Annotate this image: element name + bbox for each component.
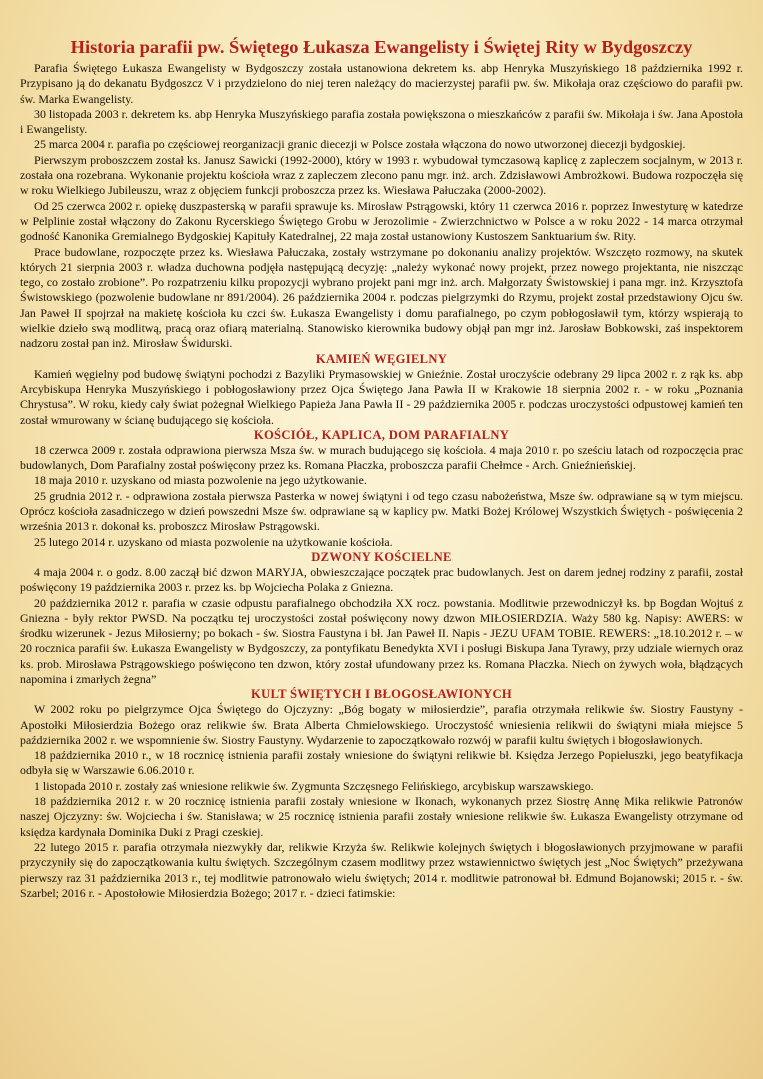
paragraph: 25 marca 2004 r. parafia po częściowej reorganizacji granic diecezji w Polsce została włączona do nowo utworzonej diecezji bydgoskiej. xyxy=(34,137,686,152)
paragraph: Prace budowlane, rozpoczęte przez ks. Wiesława Pałuczaka, zostały wstrzymane po dokonaniu analizy projektów. Wszczęto rozmowy, na skutek których 21 sierpnia 2003 r. władza duchowna podjęła następującą decyzję: „należy wykonać nowy projekt, przez nowego projektanta, nie niszcząc tego, co zostało zrobione”. Po rozpatrzeniu kilku propozycji wybrano projekt pani mgr inż. arch. Małgorzaty Świstowskiej i pana mgr. inż. Krzysztofa Świstowskiego (pozwolenie budowlane nr 891/2004). 26 października 2004 r. podczas pielgrzymki do Rzymu, projekt został przedstawiony Ojcu św. Jan Paweł II spojrzał na makietę kościoła ku czci św. Łukasza Ewangelisty i domu parafialnego, po czym pobłogosławił tym, którzy wspierają to wielkie dzieło swą modlitwą, pracą oraz ofiarą materialną. Stanowisko kierownika budowy objął pan mgr inż. Jarosław Bobkowski, zaś inspektorem nadzoru został pan inż. Mirosław Świdurski. xyxy=(20,244,743,351)
section-heading: KULT ŚWIĘTYCH I BŁOGOSŁAWIONYCH xyxy=(251,687,512,702)
intro-section xyxy=(20,61,743,352)
paragraph: Kamień węgielny pod budowę świątyni pochodzi z Bazyliki Prymasowskiej w Gnieźnie. Został uroczyście odebrany 29 lipca 2002 r. z rąk ks. abp Arcybiskupa Henryka Muszyńskiego i pobłogosławiony przez Ojca Świętego Jana Pawła II w Krakowie 18 sierpnia 2002 r. - w roku „Poznania Chrystusa”. W roku, kiedy cały świat pożegnał Wielkiego Papieża Jana Pawła II - 29 października 2005 r. podczas uroczystości odpustowej kamień ten został wmurowany w ścianę budującego się kościoła. xyxy=(20,366,743,427)
paragraph: 25 lutego 2014 r. uzyskano od miasta pozwolenie na użytkowanie kościoła. xyxy=(34,534,393,549)
section-kosciol-kaplica-dom xyxy=(20,428,743,550)
paragraph: 18 października 2010 r., w 18 rocznicę istnienia parafii zostały wniesione do świątyni relikwie bł. Księdza Jerzego Popiełuszki, jego beatyfikacja odbyła się w Warszawie 6.06.2010 r. xyxy=(20,748,743,778)
section-kult-swietych xyxy=(20,687,743,901)
paragraph: Pierwszym proboszczem został ks. Janusz Sawicki (1992-2000), który w 1993 r. wybudował tymczasową kaplicę z zapleczem socjalnym, w 2013 r. została ona rozebrana. Wykonanie projektu kościoła wraz z zapleczem zlecono panu mgr. inż. arch. Zdzisławowi Ambrożkowi. Budowa rozpoczęła się w roku Wielkiego Jubileuszu, wraz z objęciem funkcji proboszcza przez ks. Wiesława Pałuczaka (2000-2002). xyxy=(20,152,743,198)
paragraph: 18 października 2012 r. w 20 rocznicę istnienia parafii zostały wniesione w Ikonach, wykonanych przez Siostrę Annę Mika relikwie Patronów naszej Ojczyzny: św. Wojciecha i św. Stanisława; w 25 rocznicę istnienia parafii zostały wniesione relikwie św. Łukasza Ewangelisty otrzymane od księdza kardynała Dominika Duki z Pragi czeskiej. xyxy=(20,794,743,839)
section-kamien-wegielny xyxy=(20,352,743,428)
paragraph: 20 października 2012 r. parafia w czasie odpustu parafialnego obchodziła XX rocz. powstania. Modlitwie przewodniczył ks. bp Bogdan Wojtuś z Gniezna - były rektor PWSD. Na początku tej uroczystości został poświęcony nowy dzwon MIŁOSIERDZIA. Waży 580 kg. Napisy: AWERS: w środku wizerunek - Jezus Miłosierny; po bokach - św. Siostra Faustyna i bł. Jan Paweł II. Napis - JEZU UFAM TOBIE. REWERS: „18.10.2012 r. – w 20 rocznica parafii św. Łukasza Ewangelisty w Bydgoszczy, za pontyfikatu Benedykta XVI i posługi Biskupa Jana Tyrawy, przy udziale wiernych oraz ks. prob. Mirosława Pstrągowskiego poświęcono ten dzwon, który został ufundowany przez ks. Romana Płaczka. Niech on żywych woła, błądzących napomina i zmarłych żegna” xyxy=(20,595,743,686)
paragraph: Parafia Świętego Łukasza Ewangelisty w Bydgoszczy została ustanowiona dekretem ks. abp Henryka Muszyńskiego 18 października 1992 r. Przypisano ją do dekanatu Bydgoszcz V i przydzielono do niej teren należący do macierzystej parafii pw. św. Mikołaja oraz częściowo do parafii pw. św. Marka Ewangelisty. xyxy=(20,61,743,106)
section-heading: KOŚCIÓŁ, KAPLICA, DOM PARAFIALNY xyxy=(253,427,510,442)
paragraph: 4 maja 2004 r. o godz. 8.00 zaczął bić dzwon MARYJA, obwieszczające początek prac budowlanych. Jest on darem jednej rodziny z parafii, został poświęcony 19 października 2003 r. przez ks. bp Wojciecha Polaka z Gniezna. xyxy=(20,564,743,595)
paragraph: 1 listopada 2010 r. zostały zaś wniesione relikwie św. Zygmunta Szczęsnego Felińskiego, arcybiskup warszawskiego. xyxy=(34,778,594,793)
section-dzwony xyxy=(20,550,743,687)
paragraph: 25 grudnia 2012 r. - odprawiona została pierwsza Pasterka w nowej świątyni i od tego czasu nabożeństwa, Msze św. odprawiane są w tym miejscu. Oprócz kościoła zasadniczego w dzień powszedni Msze św. odprawiane są w kaplicy pw. Matki Bożej Królowej Wszystkich Świętych - poświęcenia 2 września 2013 r. dokonał ks. proboszcz Mirosław Pstrągowski. xyxy=(20,488,743,534)
paragraph: 18 czerwca 2009 r. została odprawiona pierwsza Msza św. w murach budującego się kościoła. 4 maja 2010 r. po sześciu latach od rozpoczęcia prac budowlanych, Dom Parafialny został poświęcony przez ks. Romana Płaczka, proboszcza parafii Chełmce - Arch. Gnieźnieńskiej. xyxy=(20,442,743,473)
paragraph: Od 25 czerwca 2002 r. opiekę duszpasterską w parafii sprawuje ks. Mirosław Pstrągowski, który 11 czerwca 2016 r. poprzez Inwestyturę w katedrze w Pelplinie został włączony do Zakonu Rycerskiego Świętego Grobu w Jerozolimie - Zwierzchnictwo w Polsce a w roku 2022 - 14 marca otrzymał godność Kanonika Gremialnego Bydgoskiej Kapituły Katedralnej, 22 maja został ustanowiony Kustoszem Sanktuarium św. Rity. xyxy=(20,198,743,244)
paragraph: 30 listopada 2003 r. dekretem ks. abp Henryka Muszyńskiego parafia została powiększona o mieszkańców z parafii św. Mikołaja i św. Jana Apostoła i Ewangelisty. xyxy=(20,106,743,137)
paragraph: W 2002 roku po pielgrzymce Ojca Świętego do Ojczyzny: „Bóg bogaty w miłosierdzie”, parafia otrzymała relikwie św. Siostry Faustyny - Apostołki Miłosierdzia Bożego oraz relikwie św. Brata Alberta Chmielowskiego. Uroczystość wniesienia relikwii do świątyni miała miejsce 5 października 2002 r. we wspomnienie św. Siostry Faustyny. Wydarzenie to zapoczątkowało rozwój w parafii kultu świętych i błogosławionych. xyxy=(20,702,743,747)
paragraph: 22 lutego 2015 r. parafia otrzymała niezwykły dar, relikwie Krzyża św. Relikwie kolejnych świętych i błogosławionych przyjmowane w parafii przyczyniły się do zapoczątkowania kultu świętych. Szczególnym czasem modlitwy przez wstawiennictwo świętych jest „Noc Świętych” przeżywana pierwszy raz 31 października 2013 r., tej modlitwie patronowało wielu świętych; 2014 r. modlitwie patronował bł. Edmund Bojanowski; 2015 r. - św. Szarbel; 2016 r. - Apostołowie Miłosierdzia Bożego; 2017 r. - dzieci fatimskie: xyxy=(20,839,743,900)
page-title: Historia parafii pw. Świętego Łukasza Ewangelisty i Świętej Rity w Bydgoszczy xyxy=(70,37,693,57)
paragraph: 18 maja 2010 r. uzyskano od miasta pozwolenie na jego użytkowanie. xyxy=(34,473,367,488)
section-heading: KAMIEŃ WĘGIELNY xyxy=(315,351,448,366)
section-heading: DZWONY KOŚCIELNE xyxy=(311,549,452,564)
